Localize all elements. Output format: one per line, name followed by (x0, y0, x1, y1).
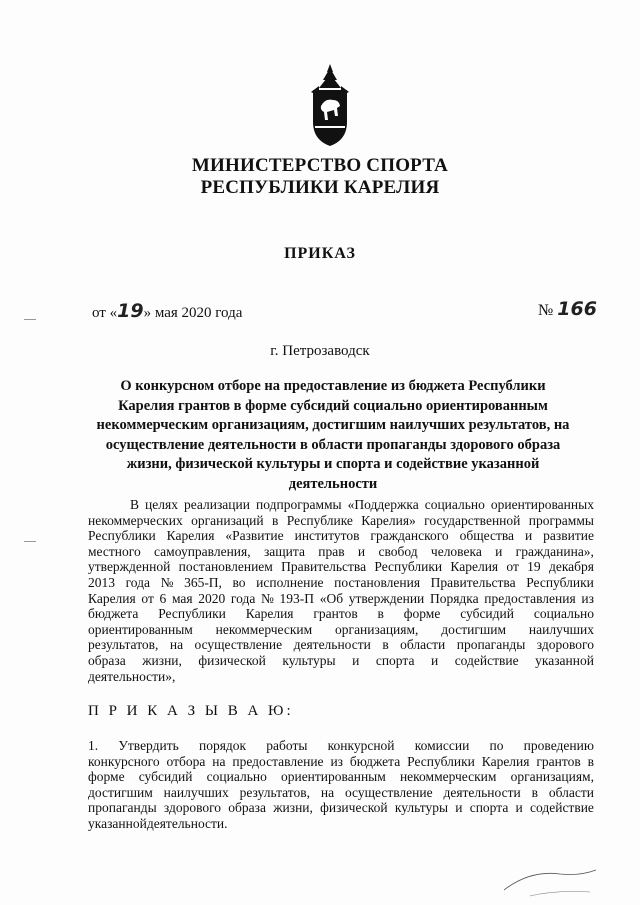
document-number (538, 298, 597, 320)
word: форме (403, 606, 441, 622)
preamble-paragraph (88, 497, 594, 684)
word: конкурсного (88, 753, 160, 769)
word: некоммерческим (399, 769, 497, 785)
word: деятельности (293, 637, 371, 653)
word: постановления (334, 574, 421, 590)
word: социально (424, 497, 485, 512)
word: жизни, (142, 652, 182, 668)
word: в (377, 606, 384, 622)
karelia-coat-of-arms-icon (305, 62, 355, 148)
document-title (88, 377, 578, 494)
word: организациям, (335, 621, 419, 637)
preamble-line (88, 591, 594, 607)
word: в (587, 753, 594, 769)
word: области (548, 784, 594, 800)
word: В (130, 497, 140, 512)
ministry-name-line-2: РЕСПУБЛИКИ КАРЕЛИЯ (200, 177, 440, 198)
word: результатов, (88, 637, 159, 653)
word: жизни, (273, 800, 313, 816)
word: Республики (158, 606, 226, 622)
word: указанной (535, 652, 594, 668)
word: Республики (407, 753, 475, 769)
word: реализации (184, 497, 250, 512)
word: Карелия (481, 753, 530, 769)
word: № (261, 590, 274, 606)
word: Республики (88, 528, 156, 544)
word: осуществление (194, 637, 283, 653)
word: развитие (543, 528, 594, 544)
document-type: ПРИКАЗ (284, 245, 356, 262)
word: по (489, 738, 504, 753)
word: результатов, (239, 784, 311, 800)
word: проведению (523, 738, 594, 753)
word: и (515, 800, 523, 816)
word: спорта (469, 800, 509, 816)
word: физической (320, 800, 388, 816)
word: года (125, 574, 151, 590)
word: деятельности», (88, 668, 176, 684)
word: Порядка (429, 590, 479, 606)
word: 365-П, (184, 574, 222, 590)
word: образа (228, 800, 266, 816)
word: в (531, 784, 538, 800)
word: декабря (548, 559, 594, 575)
word: образа (88, 652, 126, 668)
word: содействие (530, 800, 594, 816)
word: ориентированных (490, 497, 594, 512)
word: во (232, 574, 246, 590)
word: социально (533, 606, 594, 622)
word: Республики (526, 574, 594, 590)
date-suffix: » мая 2020 года (143, 305, 243, 321)
word: и (430, 652, 439, 668)
margin-mark (24, 319, 36, 320)
word: бюджета (88, 606, 139, 622)
word: деятельности. (146, 815, 228, 831)
document-date (92, 300, 242, 322)
word: утвержденной (88, 559, 171, 575)
preamble-line (88, 669, 594, 685)
word: постановлением (178, 559, 273, 575)
word: и (455, 800, 463, 816)
title-line: жизни, физической культуры и спорта и содействие указанной (126, 456, 540, 472)
word: наилучших (163, 784, 229, 800)
word: здорового (163, 800, 222, 816)
word: и (357, 543, 366, 559)
word: порядок (198, 738, 247, 753)
word: программы (528, 512, 594, 528)
word: 19 (527, 559, 541, 575)
word: комиссии (414, 738, 470, 753)
word: и (524, 528, 533, 544)
word: социально (206, 769, 267, 785)
word: Правительства (281, 559, 367, 575)
title-line: Карелия грантов в форме субсидий социально ориентированным (118, 397, 548, 414)
item-line (88, 769, 594, 785)
orders-label: П Р И К А З Ы В А Ю: (88, 703, 294, 719)
word: спорта (375, 652, 415, 668)
preamble-line (88, 637, 594, 653)
word: физической (198, 652, 266, 668)
word: в (271, 512, 279, 528)
word: Карелия (450, 559, 499, 575)
word: Карелия (88, 590, 136, 606)
word: от (141, 590, 154, 606)
word: 2013 (88, 574, 115, 590)
word: гражданского (370, 528, 449, 544)
word: культуры (394, 800, 449, 816)
word: Утвердить (118, 738, 179, 753)
word: пропаганды (88, 800, 157, 816)
word: на (320, 784, 335, 800)
word: из (581, 590, 594, 606)
word: грантов (313, 606, 358, 622)
word: организациям, (510, 769, 594, 785)
preamble-line (88, 497, 594, 513)
word: подпрограммы (256, 497, 342, 512)
word: человека (430, 543, 482, 559)
word: целях (145, 497, 178, 512)
word: «Поддержка (347, 497, 419, 512)
word: Республики (374, 559, 443, 575)
word: предоставления (484, 590, 576, 606)
date-day-handwritten: 19 (117, 300, 144, 322)
word: и (352, 652, 360, 668)
word: некоммерческих (88, 512, 183, 528)
preamble-line (88, 575, 594, 591)
margin-mark (24, 541, 36, 542)
word: некоммерческим (215, 621, 313, 637)
word: содействие (454, 652, 519, 668)
preamble-line (88, 606, 594, 622)
word: в (382, 637, 389, 653)
word: свобод (378, 543, 418, 559)
word: грантов (536, 753, 581, 769)
word: прав (318, 543, 345, 559)
word: работы (266, 738, 308, 753)
preamble-line (88, 622, 594, 638)
date-prefix: от « (92, 305, 118, 321)
word: деятельности (443, 784, 521, 800)
title-line: О конкурсном отборе на предоставление из бюджета Республики (120, 378, 546, 394)
number-value-handwritten: 166 (557, 298, 597, 320)
word: указанной (88, 815, 147, 831)
word: общества (459, 528, 515, 544)
preamble-line (88, 528, 594, 544)
number-prefix: № (538, 302, 554, 319)
word: организаций (191, 512, 264, 528)
word: ориентированным (88, 621, 193, 637)
word: ориентированным (280, 769, 386, 785)
item-line (88, 816, 594, 832)
word: защита (263, 543, 305, 559)
ministry-name-line-1: МИНИСТЕРСТВО СПОРТА (191, 155, 449, 176)
word: государственной (424, 512, 521, 528)
order-item-1 (88, 738, 594, 832)
word: достигшим (88, 784, 153, 800)
word: области (400, 637, 446, 653)
item-line (88, 738, 594, 754)
word: мая (171, 590, 193, 606)
word: наилучших (528, 621, 594, 637)
preamble-line (88, 559, 594, 575)
item-line (88, 800, 594, 816)
word: и (495, 543, 503, 559)
word: достигшим (441, 621, 507, 637)
word: пропаганды (456, 637, 526, 653)
word: 6 (159, 590, 167, 606)
word: институтов (294, 528, 360, 544)
word: субсидий (460, 606, 514, 622)
word: 2020 (198, 590, 226, 606)
word: местного (88, 543, 141, 559)
word: Карелия (245, 606, 294, 622)
word: осуществление (344, 784, 433, 800)
word: культуры (282, 652, 336, 668)
word: здорового (536, 637, 594, 653)
word: Республике (286, 512, 353, 528)
title-line: осуществление деятельности в области пропаганды здорового образа (105, 436, 561, 453)
word: отбора (166, 753, 206, 769)
word: на (169, 637, 184, 653)
word: № (160, 574, 174, 590)
word: 193-П (279, 590, 315, 606)
word: Карелия» (361, 512, 416, 528)
signature-mark-icon (500, 860, 600, 900)
word: гражданина», (515, 543, 594, 559)
word: «Развитие (225, 528, 284, 544)
word: субсидий (138, 769, 193, 785)
word: Карелия (166, 528, 215, 544)
word: из (330, 753, 343, 769)
preamble-line (88, 513, 594, 529)
word: самоуправления, (154, 543, 251, 559)
item-line (88, 785, 594, 801)
title-line: некоммерческим организациям, достигшим наилучших результатов, на (96, 417, 570, 433)
title-line: деятельности (288, 475, 378, 492)
word: Правительства (430, 574, 516, 590)
word: года (230, 590, 256, 606)
word: «Об (319, 590, 344, 606)
word: от (506, 559, 519, 575)
preamble-line (88, 544, 594, 560)
preamble-line (88, 653, 594, 669)
word: бюджета (349, 753, 401, 769)
word: форме (88, 769, 125, 785)
item-line (88, 754, 594, 770)
word: 1. (88, 738, 99, 753)
word: конкурсной (327, 738, 395, 753)
word: предоставление (232, 753, 324, 769)
word: на (212, 753, 226, 769)
word: исполнение (256, 574, 324, 590)
document-city: г. Петрозаводск (270, 343, 370, 359)
word: утверждении (348, 590, 425, 606)
